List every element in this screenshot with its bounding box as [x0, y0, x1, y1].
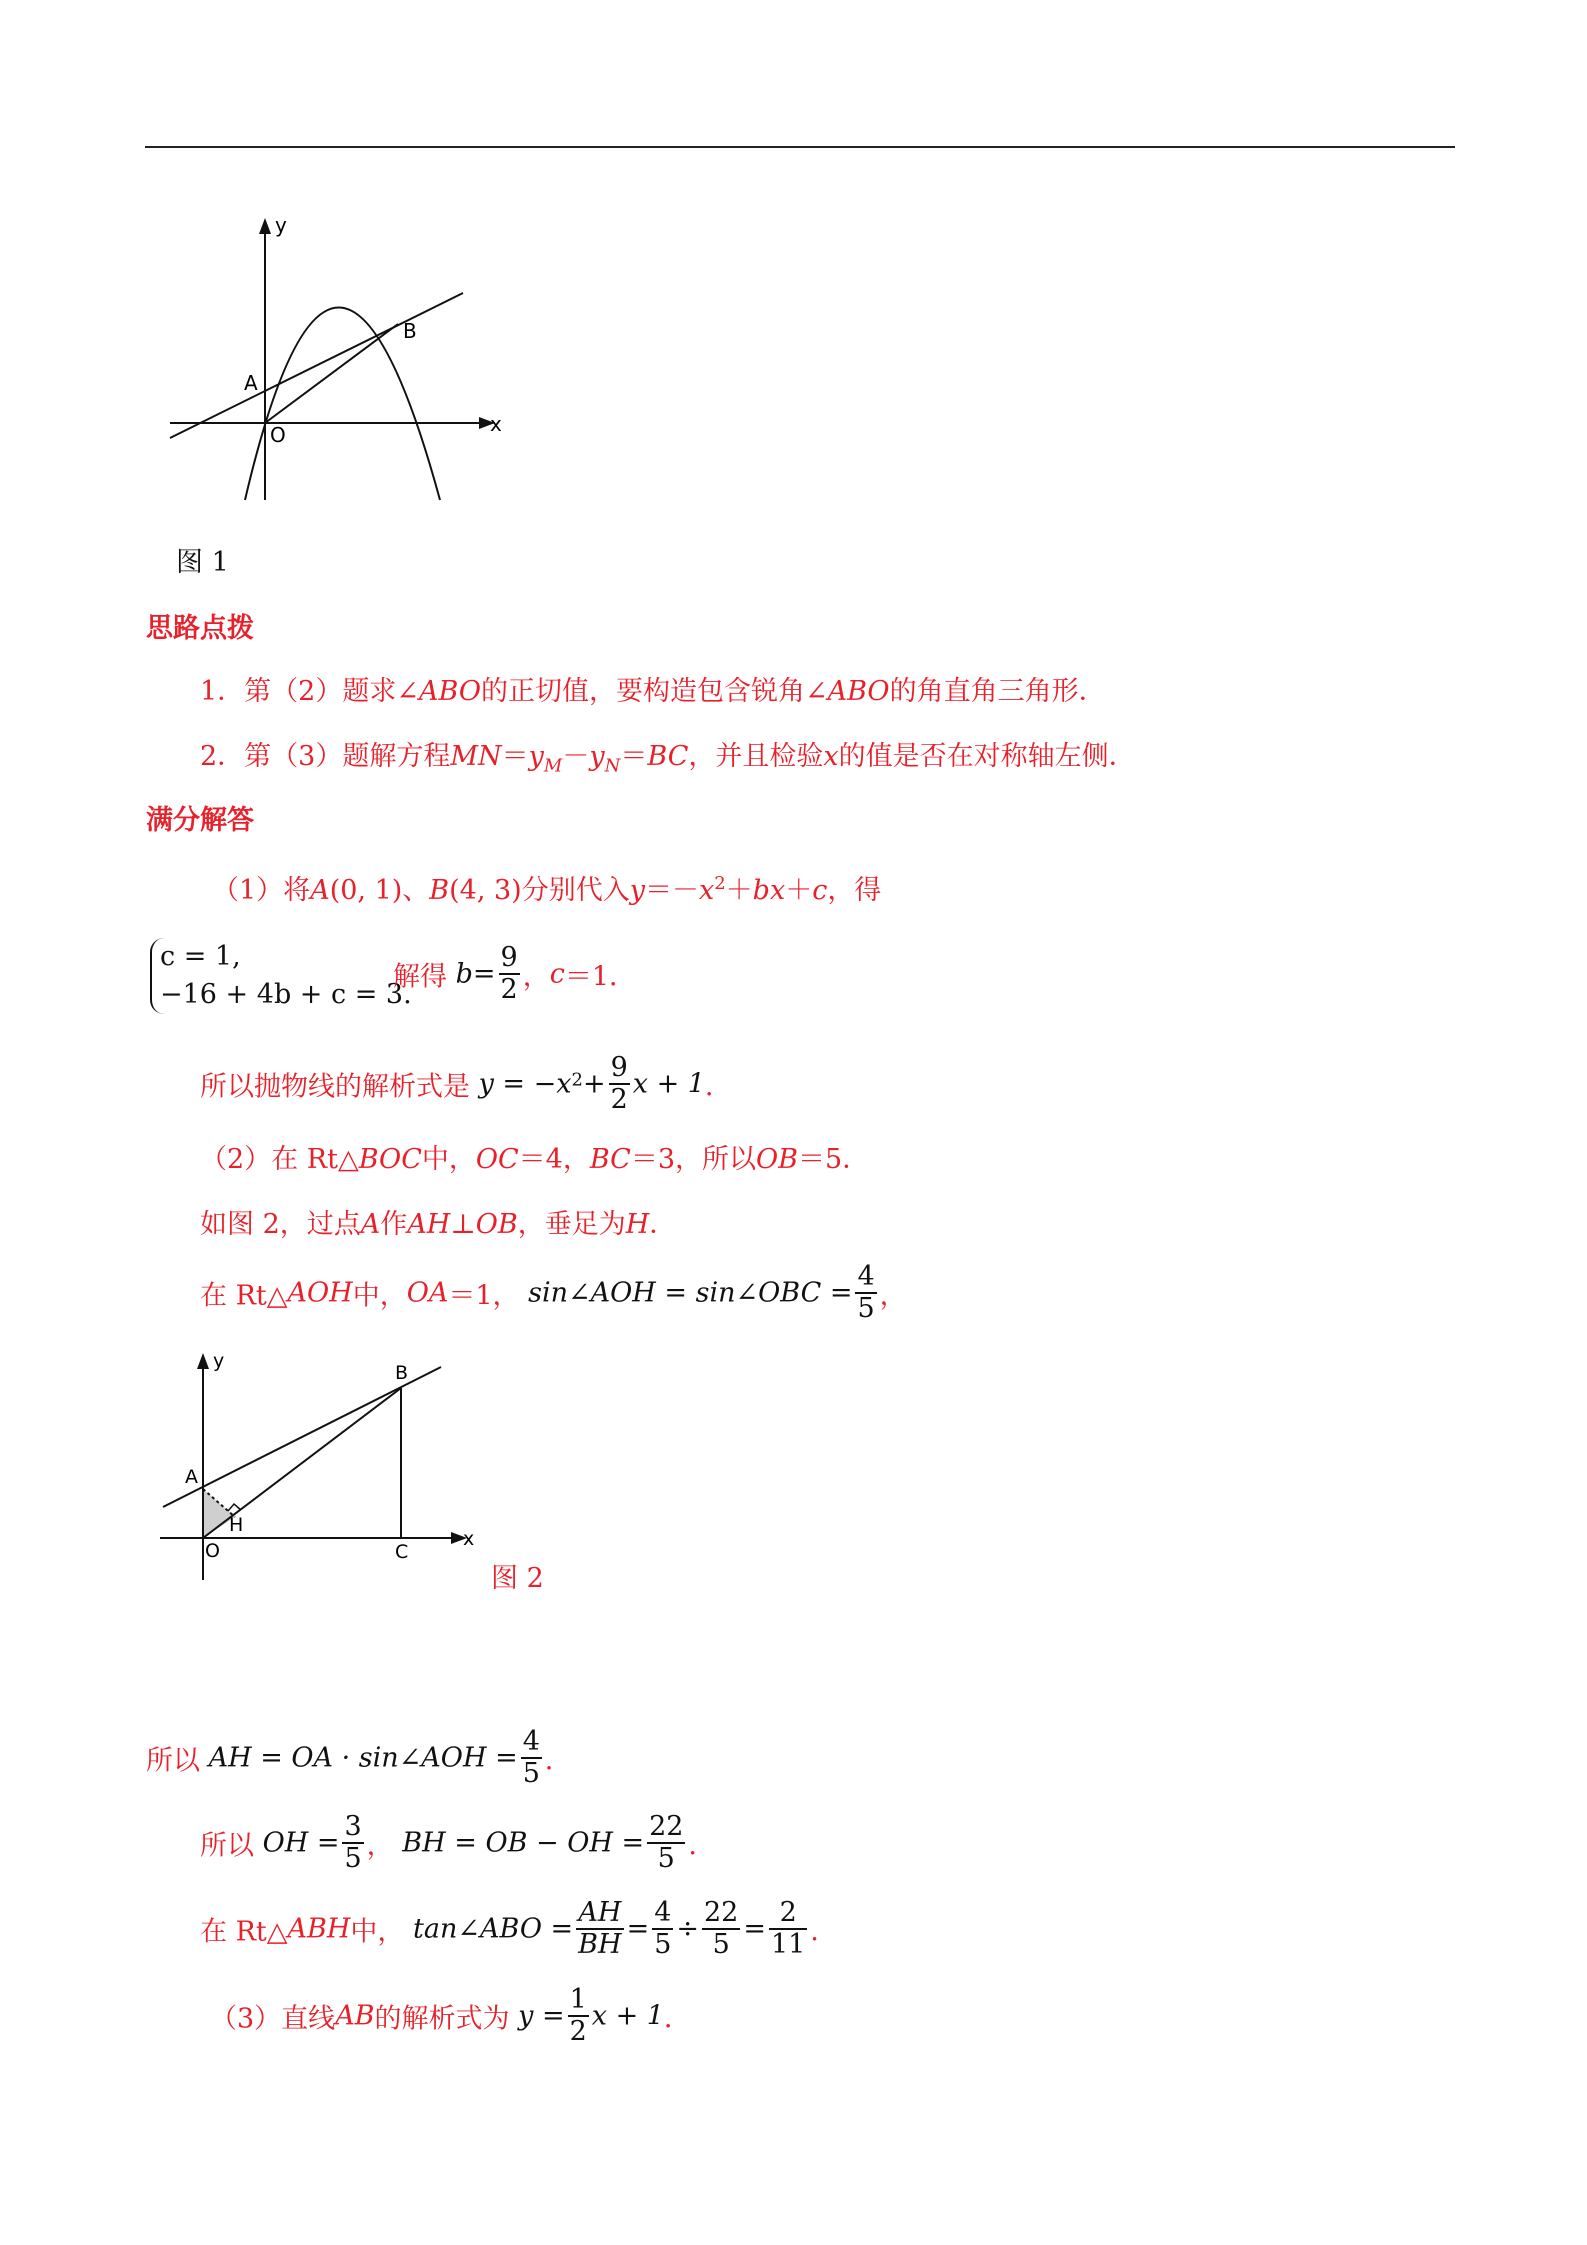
figure-1-caption: 图 1 [176, 547, 229, 578]
answer-part1-intro: （1）将A(0, 1)、B(4, 3)分别代入$y=-x^2+bx+c$，得 [212, 873, 882, 906]
figure-1-parabola-diagram [165, 210, 525, 510]
system-row-2: −16 + 4b + c = 3. [160, 979, 412, 1010]
answer-part2-line-1: （2）在 Rt△BOC中，OC＝4，BC＝3，所以OB＝5． [200, 1144, 870, 1175]
answer-part2-line-3: 在 Rt△AOH中，OA＝1， sin∠AOH = sin∠OBC = $\frac{4}{5}$ ， [200, 1261, 907, 1324]
answer-part2-line-2: 如图 2，过点A作AH⊥OB，垂足为H． [200, 1209, 677, 1240]
fig1-label-o: O [270, 423, 286, 447]
fig1-label-a: A [244, 371, 258, 395]
hint-section-title: 思路点拨 [146, 613, 254, 644]
answer-part3-line-ab: （3）直线AB的解析式为 y = $\frac{1}{2}$ x + 1． [210, 1984, 691, 2047]
fig1-label-y: y [275, 213, 287, 237]
header-rule [145, 146, 1455, 148]
answer-system-equation [150, 938, 412, 1014]
fig2-label-y: y [213, 1350, 225, 1372]
answer-tan-abo: 在 Rt△ABH中， tan∠ABO = $\frac{AH}{BH}$ = $\frac{4}{5}$ ÷ $\frac{22}{5}$ = $\frac{2}{11}$ ． [200, 1897, 838, 1960]
fig1-label-b: B [403, 319, 417, 343]
fig2-label-b: B [395, 1362, 409, 1384]
fig2-label-a: A [185, 1466, 198, 1488]
fig2-label-h: H [229, 1514, 244, 1536]
answer-parabola-expression: 所以抛物线的解析式是 $y = -x^2+$ $\frac{9}{2}$ x + 1． [200, 1052, 732, 1115]
fig1-label-x: x [490, 412, 502, 436]
hint-line-2: 2．第（3）题解方程$MN=y_M-y_N=BC$，并且检验x的值是否在对称轴左侧． [200, 741, 1136, 777]
fig2-label-c: C [395, 1541, 409, 1563]
answer-oh-bh-values: 所以 OH = $\frac{3}{5}$ ， BH = OB − OH = $\frac{22}{5}$ ． [200, 1811, 716, 1874]
system-row-1: c = 1, [160, 941, 241, 972]
equation-system [150, 938, 412, 1014]
hint-line-1: 1．第（2）题求∠ABO的正切值，要构造包含锐角∠ABO的角直角三角形． [200, 676, 1106, 707]
figure-2-caption: 图 2 [491, 1563, 544, 1594]
answer-section-title: 满分解答 [146, 805, 254, 836]
fig2-label-o: O [205, 1540, 220, 1562]
figure-2-right-triangle-diagram [155, 1345, 485, 1585]
answer-solve-b-c: 解得 b= $\frac{9}{2}$ ，c＝1． [393, 942, 637, 1005]
answer-ah-value: 所以 AH = OA · sin∠AOH = $\frac{4}{5}$ ． [146, 1726, 572, 1789]
fig2-label-x: x [463, 1528, 475, 1550]
